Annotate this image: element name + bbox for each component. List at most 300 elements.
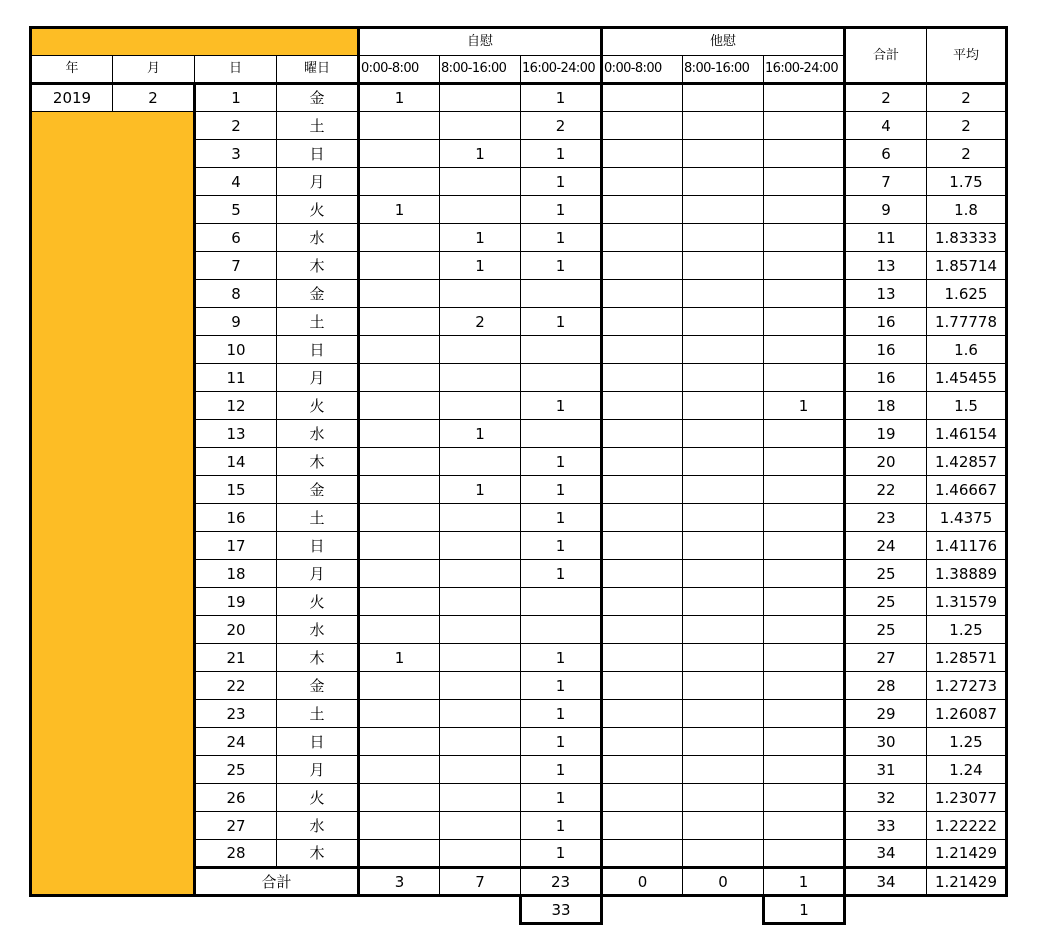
other-slot-0-cell[interactable] — [602, 532, 683, 560]
self-slot-2-cell[interactable]: 1 — [521, 644, 602, 672]
self-slot-2-cell[interactable] — [521, 336, 602, 364]
self-slot-0-cell[interactable]: 1 — [359, 196, 440, 224]
other-slot-2-cell[interactable] — [764, 224, 845, 252]
weekday-cell[interactable]: 火 — [277, 784, 359, 812]
other-slot-0-total[interactable]: 0 — [602, 868, 683, 896]
other-slot-1-cell[interactable] — [683, 140, 764, 168]
self-slot-0-cell[interactable] — [359, 252, 440, 280]
other-slot-2-cell[interactable] — [764, 84, 845, 112]
other-slot-1-cell[interactable] — [683, 448, 764, 476]
other-slot-2-cell[interactable] — [764, 280, 845, 308]
cumulative-total-cell[interactable]: 27 — [845, 644, 927, 672]
other-slot-0-cell[interactable] — [602, 644, 683, 672]
cumulative-total-cell[interactable]: 9 — [845, 196, 927, 224]
self-slot-2-cell[interactable]: 1 — [521, 168, 602, 196]
other-slot-1-cell[interactable] — [683, 644, 764, 672]
self-slot-0-cell[interactable] — [359, 812, 440, 840]
day-cell[interactable]: 18 — [195, 560, 277, 588]
empty-cell — [277, 896, 359, 924]
other-slot-2-cell[interactable] — [764, 672, 845, 700]
cumulative-total-cell[interactable]: 28 — [845, 672, 927, 700]
other-slot-2-cell[interactable] — [764, 168, 845, 196]
self-slot-0-cell[interactable] — [359, 364, 440, 392]
weekday-cell[interactable]: 土 — [277, 308, 359, 336]
other-slot-0-cell[interactable] — [602, 812, 683, 840]
average-cell[interactable]: 1.77778 — [927, 308, 1007, 336]
self-slot-2-cell[interactable]: 1 — [521, 728, 602, 756]
other-slot-0-cell[interactable] — [602, 756, 683, 784]
self-slot-2-cell[interactable] — [521, 364, 602, 392]
other-slot-1-cell[interactable] — [683, 476, 764, 504]
self-slot-1-cell[interactable] — [440, 784, 521, 812]
day-cell[interactable]: 22 — [195, 672, 277, 700]
cumulative-total-cell[interactable]: 13 — [845, 252, 927, 280]
other-slot-0-cell[interactable] — [602, 588, 683, 616]
day-cell[interactable]: 28 — [195, 840, 277, 868]
other-slot-0-cell[interactable] — [602, 784, 683, 812]
weekday-cell[interactable]: 土 — [277, 112, 359, 140]
other-slot-0-cell[interactable] — [602, 560, 683, 588]
self-slot-0-cell[interactable] — [359, 168, 440, 196]
other-slot-2-cell[interactable] — [764, 252, 845, 280]
other-slot-2-total[interactable]: 1 — [764, 868, 845, 896]
cumulative-total-cell[interactable]: 2 — [845, 84, 927, 112]
other-slot-0-cell[interactable] — [602, 336, 683, 364]
month-cell[interactable]: 2 — [113, 84, 195, 112]
self-slot-2-cell[interactable] — [521, 280, 602, 308]
other-slot-0-cell[interactable] — [602, 700, 683, 728]
orange-block — [31, 112, 195, 896]
weekday-cell[interactable]: 金 — [277, 280, 359, 308]
self-slot-1-cell[interactable] — [440, 700, 521, 728]
self-slot-0-cell[interactable] — [359, 448, 440, 476]
other-slot-2-cell[interactable] — [764, 784, 845, 812]
average-cell[interactable]: 1.23077 — [927, 784, 1007, 812]
other-slot-1-cell[interactable] — [683, 336, 764, 364]
self-slot-0-cell[interactable] — [359, 112, 440, 140]
self-slot-1-cell[interactable]: 1 — [440, 224, 521, 252]
other-slot-1-cell[interactable] — [683, 616, 764, 644]
weekday-cell[interactable]: 木 — [277, 252, 359, 280]
other-slot-0-cell[interactable] — [602, 448, 683, 476]
self-slot-1-cell[interactable] — [440, 168, 521, 196]
day-cell[interactable]: 1 — [195, 84, 277, 112]
average-cell[interactable]: 1.46667 — [927, 476, 1007, 504]
self-sum-cell[interactable]: 33 — [521, 896, 602, 924]
other-slot-2-cell[interactable] — [764, 308, 845, 336]
other-slot-0-cell[interactable] — [602, 364, 683, 392]
self-slot-1-cell[interactable] — [440, 280, 521, 308]
other-slot-2-cell[interactable] — [764, 364, 845, 392]
other-slot-1-cell[interactable] — [683, 252, 764, 280]
self-slot-2-cell[interactable]: 1 — [521, 448, 602, 476]
weekday-cell[interactable]: 水 — [277, 812, 359, 840]
self-slot-2-cell[interactable]: 1 — [521, 224, 602, 252]
self-slot-1-cell[interactable] — [440, 840, 521, 868]
weekday-cell[interactable]: 月 — [277, 364, 359, 392]
weekday-cell[interactable]: 金 — [277, 84, 359, 112]
self-slot-0-cell[interactable] — [359, 616, 440, 644]
average-cell[interactable]: 1.75 — [927, 168, 1007, 196]
self-slot-1-cell[interactable] — [440, 644, 521, 672]
self-slot-1-cell[interactable] — [440, 336, 521, 364]
self-slot-1-cell[interactable] — [440, 112, 521, 140]
day-cell[interactable]: 2 — [195, 112, 277, 140]
other-slot-2-cell[interactable] — [764, 728, 845, 756]
other-slot-2-cell[interactable] — [764, 448, 845, 476]
day-cell[interactable]: 12 — [195, 392, 277, 420]
cumulative-total-cell[interactable]: 6 — [845, 140, 927, 168]
average-cell[interactable]: 1.8 — [927, 196, 1007, 224]
self-slot-1-cell[interactable] — [440, 196, 521, 224]
other-slot-0-cell[interactable] — [602, 672, 683, 700]
day-cell[interactable]: 11 — [195, 364, 277, 392]
other-slot-0-header: 0:00-8:00 — [602, 56, 683, 84]
other-slot-2-cell[interactable] — [764, 616, 845, 644]
self-slot-0-cell[interactable] — [359, 728, 440, 756]
cumulative-total-cell[interactable]: 7 — [845, 168, 927, 196]
other-sum-cell[interactable]: 1 — [764, 896, 845, 924]
day-cell[interactable]: 6 — [195, 224, 277, 252]
average-cell[interactable]: 2 — [927, 112, 1007, 140]
self-slot-0-cell[interactable] — [359, 672, 440, 700]
other-slot-1-cell[interactable] — [683, 308, 764, 336]
other-slot-2-cell[interactable] — [764, 812, 845, 840]
cumulative-total-cell[interactable]: 25 — [845, 560, 927, 588]
other-slot-2-cell[interactable] — [764, 700, 845, 728]
cumulative-total-cell[interactable]: 34 — [845, 840, 927, 868]
day-cell[interactable]: 16 — [195, 504, 277, 532]
average-cell[interactable]: 1.45455 — [927, 364, 1007, 392]
self-slot-1-cell[interactable] — [440, 392, 521, 420]
average-cell[interactable]: 1.21429 — [927, 840, 1007, 868]
cumulative-total-cell[interactable]: 13 — [845, 280, 927, 308]
average-cell[interactable]: 1.625 — [927, 280, 1007, 308]
day-cell[interactable]: 3 — [195, 140, 277, 168]
other-slot-0-cell[interactable] — [602, 224, 683, 252]
self-slot-1-cell[interactable] — [440, 504, 521, 532]
self-slot-2-cell[interactable]: 1 — [521, 140, 602, 168]
average-cell[interactable]: 1.42857 — [927, 448, 1007, 476]
self-slot-1-cell[interactable] — [440, 588, 521, 616]
average-cell[interactable]: 1.46154 — [927, 420, 1007, 448]
other-slot-1-cell[interactable] — [683, 196, 764, 224]
average-cell[interactable]: 1.41176 — [927, 532, 1007, 560]
other-slot-1-cell[interactable] — [683, 784, 764, 812]
cumulative-total-cell[interactable]: 22 — [845, 476, 927, 504]
weekday-cell[interactable]: 火 — [277, 196, 359, 224]
other-slot-0-cell[interactable] — [602, 392, 683, 420]
weekday-cell[interactable]: 日 — [277, 728, 359, 756]
other-slot-0-cell[interactable] — [602, 308, 683, 336]
day-cell[interactable]: 25 — [195, 756, 277, 784]
day-cell[interactable]: 15 — [195, 476, 277, 504]
average-cell[interactable]: 1.27273 — [927, 672, 1007, 700]
other-slot-0-cell[interactable] — [602, 112, 683, 140]
other-slot-2-cell[interactable] — [764, 336, 845, 364]
self-slot-0-cell[interactable] — [359, 588, 440, 616]
self-slot-2-cell[interactable]: 1 — [521, 812, 602, 840]
average-cell[interactable]: 1.22222 — [927, 812, 1007, 840]
other-slot-2-cell[interactable]: 1 — [764, 392, 845, 420]
weekday-cell[interactable]: 木 — [277, 644, 359, 672]
cumulative-total-cell[interactable]: 32 — [845, 784, 927, 812]
day-cell[interactable]: 21 — [195, 644, 277, 672]
average-cell[interactable]: 1.83333 — [927, 224, 1007, 252]
self-slot-1-cell[interactable] — [440, 448, 521, 476]
self-slot-2-cell[interactable]: 1 — [521, 476, 602, 504]
cumulative-total-cell[interactable]: 25 — [845, 616, 927, 644]
self-slot-0-cell[interactable] — [359, 840, 440, 868]
self-slot-2-cell[interactable] — [521, 588, 602, 616]
weekday-cell[interactable]: 水 — [277, 616, 359, 644]
self-slot-0-cell[interactable] — [359, 308, 440, 336]
cumulative-total-cell[interactable]: 20 — [845, 448, 927, 476]
self-slot-1-cell[interactable]: 1 — [440, 420, 521, 448]
other-slot-0-cell[interactable] — [602, 616, 683, 644]
day-cell[interactable]: 20 — [195, 616, 277, 644]
self-slot-0-cell[interactable] — [359, 280, 440, 308]
other-slot-1-cell[interactable] — [683, 532, 764, 560]
other-slot-2-cell[interactable] — [764, 756, 845, 784]
total-header: 合計 — [845, 28, 927, 84]
weekday-cell[interactable]: 火 — [277, 392, 359, 420]
cumulative-total-cell[interactable]: 23 — [845, 504, 927, 532]
weekday-cell[interactable]: 水 — [277, 224, 359, 252]
empty-cell — [683, 896, 764, 924]
self-slot-0-cell[interactable] — [359, 476, 440, 504]
day-cell[interactable]: 14 — [195, 448, 277, 476]
self-slot-1-cell[interactable] — [440, 812, 521, 840]
self-slot-1-cell[interactable] — [440, 84, 521, 112]
other-slot-2-cell[interactable] — [764, 476, 845, 504]
self-slot-1-cell[interactable]: 2 — [440, 308, 521, 336]
cumulative-total-cell[interactable]: 30 — [845, 728, 927, 756]
self-slot-2-cell[interactable]: 1 — [521, 532, 602, 560]
self-slot-0-cell[interactable] — [359, 756, 440, 784]
self-slot-0-total[interactable]: 3 — [359, 868, 440, 896]
self-slot-1-cell[interactable] — [440, 560, 521, 588]
day-cell[interactable]: 7 — [195, 252, 277, 280]
cumulative-total-cell[interactable]: 4 — [845, 112, 927, 140]
weekday-cell[interactable]: 土 — [277, 700, 359, 728]
other-slot-1-cell[interactable] — [683, 112, 764, 140]
average-cell[interactable]: 1.6 — [927, 336, 1007, 364]
self-slot-0-cell[interactable] — [359, 420, 440, 448]
other-slot-1-cell[interactable] — [683, 756, 764, 784]
weekday-cell[interactable]: 木 — [277, 840, 359, 868]
day-cell[interactable]: 19 — [195, 588, 277, 616]
grand-average-cell[interactable]: 1.21429 — [927, 868, 1007, 896]
average-cell[interactable]: 1.24 — [927, 756, 1007, 784]
self-group-header: 自慰 — [359, 28, 602, 56]
other-slot-1-cell[interactable] — [683, 504, 764, 532]
day-cell[interactable]: 8 — [195, 280, 277, 308]
other-slot-0-cell[interactable] — [602, 840, 683, 868]
other-slot-1-cell[interactable] — [683, 700, 764, 728]
self-slot-2-cell[interactable]: 1 — [521, 308, 602, 336]
self-slot-2-cell[interactable] — [521, 420, 602, 448]
other-slot-1-cell[interactable] — [683, 84, 764, 112]
other-slot-0-cell[interactable] — [602, 168, 683, 196]
average-cell[interactable]: 2 — [927, 140, 1007, 168]
other-slot-1-cell[interactable] — [683, 560, 764, 588]
weekday-cell[interactable]: 火 — [277, 588, 359, 616]
self-slot-1-total[interactable]: 7 — [440, 868, 521, 896]
other-slot-0-cell[interactable] — [602, 140, 683, 168]
cumulative-total-cell[interactable]: 19 — [845, 420, 927, 448]
self-slot-0-cell[interactable]: 1 — [359, 644, 440, 672]
self-slot-0-cell[interactable] — [359, 532, 440, 560]
self-slot-1-cell[interactable] — [440, 728, 521, 756]
day-cell[interactable]: 4 — [195, 168, 277, 196]
self-slot-1-cell[interactable] — [440, 532, 521, 560]
other-slot-2-cell[interactable] — [764, 420, 845, 448]
cumulative-total-cell[interactable]: 29 — [845, 700, 927, 728]
self-slot-2-cell[interactable]: 1 — [521, 560, 602, 588]
other-slot-2-cell[interactable] — [764, 112, 845, 140]
weekday-cell[interactable]: 月 — [277, 560, 359, 588]
self-slot-0-cell[interactable]: 1 — [359, 84, 440, 112]
weekday-cell[interactable]: 金 — [277, 476, 359, 504]
average-cell[interactable]: 1.38889 — [927, 560, 1007, 588]
other-slot-0-cell[interactable] — [602, 420, 683, 448]
self-slot-1-cell[interactable] — [440, 672, 521, 700]
cumulative-total-cell[interactable]: 18 — [845, 392, 927, 420]
average-cell[interactable]: 1.25 — [927, 728, 1007, 756]
self-slot-2-cell[interactable]: 1 — [521, 700, 602, 728]
self-slot-0-cell[interactable] — [359, 560, 440, 588]
self-slot-2-cell[interactable]: 1 — [521, 504, 602, 532]
sum-row — [31, 896, 1007, 924]
cumulative-total-cell[interactable]: 25 — [845, 588, 927, 616]
other-slot-1-cell[interactable] — [683, 168, 764, 196]
other-slot-0-cell[interactable] — [602, 84, 683, 112]
other-slot-1-total[interactable]: 0 — [683, 868, 764, 896]
self-slot-0-cell[interactable] — [359, 700, 440, 728]
self-slot-2-cell[interactable]: 1 — [521, 84, 602, 112]
day-cell[interactable]: 27 — [195, 812, 277, 840]
self-slot-2-cell[interactable]: 1 — [521, 196, 602, 224]
average-cell[interactable]: 1.31579 — [927, 588, 1007, 616]
weekday-cell[interactable]: 月 — [277, 168, 359, 196]
other-slot-2-cell[interactable] — [764, 196, 845, 224]
cumulative-total-cell[interactable]: 24 — [845, 532, 927, 560]
self-slot-0-cell[interactable] — [359, 336, 440, 364]
other-slot-1-cell[interactable] — [683, 392, 764, 420]
weekday-cell[interactable]: 水 — [277, 420, 359, 448]
self-slot-2-cell[interactable]: 1 — [521, 756, 602, 784]
weekday-cell[interactable]: 土 — [277, 504, 359, 532]
average-cell[interactable]: 1.26087 — [927, 700, 1007, 728]
self-slot-1-cell[interactable] — [440, 756, 521, 784]
other-slot-2-cell[interactable] — [764, 532, 845, 560]
day-cell[interactable]: 17 — [195, 532, 277, 560]
day-cell[interactable]: 26 — [195, 784, 277, 812]
day-cell[interactable]: 10 — [195, 336, 277, 364]
other-slot-0-cell[interactable] — [602, 728, 683, 756]
self-slot-2-cell[interactable] — [521, 616, 602, 644]
other-slot-2-cell[interactable] — [764, 644, 845, 672]
average-cell[interactable]: 1.5 — [927, 392, 1007, 420]
grand-total-cell[interactable]: 34 — [845, 868, 927, 896]
self-slot-2-cell[interactable]: 2 — [521, 112, 602, 140]
empty-cell — [845, 896, 927, 924]
self-slot-0-cell[interactable] — [359, 504, 440, 532]
cumulative-total-cell[interactable]: 33 — [845, 812, 927, 840]
day-cell[interactable]: 23 — [195, 700, 277, 728]
other-slot-2-cell[interactable] — [764, 840, 845, 868]
average-cell[interactable]: 1.25 — [927, 616, 1007, 644]
self-slot-0-cell[interactable] — [359, 392, 440, 420]
weekday-cell[interactable]: 日 — [277, 336, 359, 364]
year-cell[interactable]: 2019 — [31, 84, 113, 112]
cumulative-total-cell[interactable]: 16 — [845, 308, 927, 336]
other-slot-1-cell[interactable] — [683, 672, 764, 700]
other-slot-2-cell[interactable] — [764, 504, 845, 532]
self-slot-1-cell[interactable] — [440, 364, 521, 392]
other-slot-2-cell[interactable] — [764, 140, 845, 168]
average-cell[interactable]: 1.28571 — [927, 644, 1007, 672]
day-cell[interactable]: 9 — [195, 308, 277, 336]
self-slot-0-cell[interactable] — [359, 784, 440, 812]
cumulative-total-cell[interactable]: 11 — [845, 224, 927, 252]
weekday-cell[interactable]: 木 — [277, 448, 359, 476]
other-slot-1-cell[interactable] — [683, 840, 764, 868]
other-slot-0-cell[interactable] — [602, 280, 683, 308]
other-slot-0-cell[interactable] — [602, 196, 683, 224]
other-slot-2-cell[interactable] — [764, 560, 845, 588]
other-slot-0-cell[interactable] — [602, 252, 683, 280]
other-slot-0-cell[interactable] — [602, 504, 683, 532]
self-slot-0-cell[interactable] — [359, 224, 440, 252]
other-slot-1-cell[interactable] — [683, 224, 764, 252]
other-slot-1-cell[interactable] — [683, 728, 764, 756]
self-slot-0-cell[interactable] — [359, 140, 440, 168]
self-slot-1-cell[interactable]: 1 — [440, 476, 521, 504]
other-slot-1-cell[interactable] — [683, 588, 764, 616]
weekday-cell[interactable]: 金 — [277, 672, 359, 700]
weekday-cell[interactable]: 日 — [277, 140, 359, 168]
self-slot-2-cell[interactable]: 1 — [521, 784, 602, 812]
average-cell[interactable]: 1.4375 — [927, 504, 1007, 532]
other-slot-0-cell[interactable] — [602, 476, 683, 504]
day-cell[interactable]: 13 — [195, 420, 277, 448]
weekday-cell[interactable]: 日 — [277, 532, 359, 560]
weekday-cell[interactable]: 月 — [277, 756, 359, 784]
average-cell[interactable]: 2 — [927, 84, 1007, 112]
self-slot-2-cell[interactable]: 1 — [521, 672, 602, 700]
cumulative-total-cell[interactable]: 16 — [845, 336, 927, 364]
other-slot-1-cell[interactable] — [683, 364, 764, 392]
self-slot-2-total[interactable]: 23 — [521, 868, 602, 896]
self-slot-2-cell[interactable]: 1 — [521, 840, 602, 868]
cumulative-total-cell[interactable]: 31 — [845, 756, 927, 784]
self-slot-1-cell[interactable]: 1 — [440, 140, 521, 168]
self-slot-2-cell[interactable]: 1 — [521, 252, 602, 280]
average-cell[interactable]: 1.85714 — [927, 252, 1007, 280]
other-slot-2-cell[interactable] — [764, 588, 845, 616]
cumulative-total-cell[interactable]: 16 — [845, 364, 927, 392]
day-cell[interactable]: 5 — [195, 196, 277, 224]
self-slot-1-cell[interactable] — [440, 616, 521, 644]
other-slot-1-cell[interactable] — [683, 812, 764, 840]
self-slot-2-cell[interactable]: 1 — [521, 392, 602, 420]
other-slot-1-cell[interactable] — [683, 280, 764, 308]
other-slot-1-cell[interactable] — [683, 420, 764, 448]
day-cell[interactable]: 24 — [195, 728, 277, 756]
self-slot-1-cell[interactable]: 1 — [440, 252, 521, 280]
